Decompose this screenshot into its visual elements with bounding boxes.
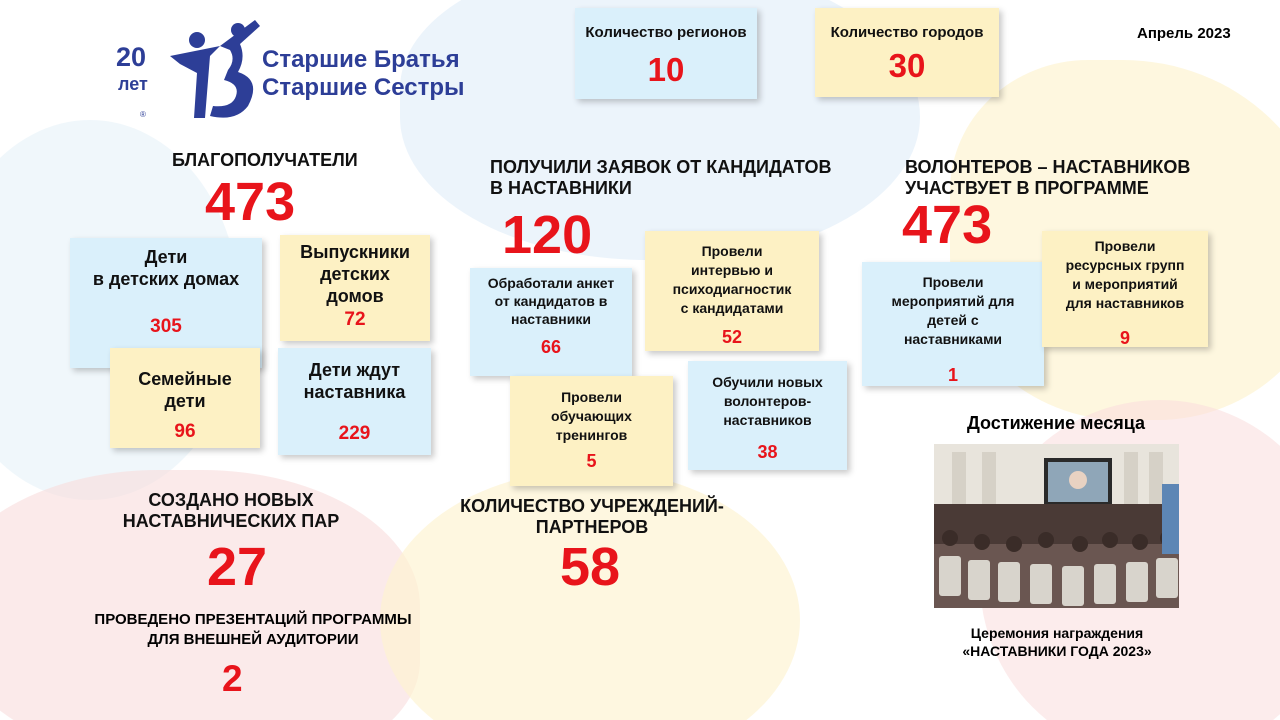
graduates-label: Выпускники детских домов bbox=[300, 242, 410, 306]
presentations-heading bbox=[80, 610, 426, 650]
family-children-label: Семейные дети bbox=[138, 369, 232, 411]
beneficiaries-heading: БЛАГОПОЛУЧАТЕЛИ bbox=[172, 150, 358, 170]
interviews-label: Провели интервью и психодиагностик с кандидатами bbox=[672, 243, 792, 316]
regions-card bbox=[575, 8, 757, 99]
beneficiaries-total: 473 bbox=[205, 172, 296, 232]
waiting-children-card bbox=[278, 348, 431, 455]
orphanage-children-label: Дети в детских домах bbox=[92, 247, 240, 289]
achievement-caption bbox=[935, 624, 1179, 660]
interviews-card bbox=[645, 231, 819, 351]
achievement-photo bbox=[934, 444, 1179, 608]
events-children-card bbox=[862, 262, 1044, 386]
cities-label: Количество городов bbox=[830, 24, 984, 41]
interviews-value: 52 bbox=[721, 327, 743, 347]
logo-years-word: лет bbox=[118, 74, 148, 94]
pairs-heading-line1: СОЗДАНО НОВЫХ bbox=[148, 490, 314, 510]
logo-registered-mark: ® bbox=[140, 110, 146, 119]
logo-figures-icon bbox=[150, 18, 265, 123]
waiting-children-value: 229 bbox=[338, 423, 371, 444]
presentations-value: 2 bbox=[222, 658, 243, 699]
regions-label: Количество регионов bbox=[585, 24, 747, 41]
graduates-value: 72 bbox=[344, 309, 366, 330]
events-children-value: 1 bbox=[947, 365, 958, 385]
partners-heading bbox=[454, 496, 730, 538]
processed-applications-value: 66 bbox=[540, 337, 562, 357]
volunteers-total: 473 bbox=[902, 195, 993, 255]
trainings-value: 5 bbox=[586, 451, 597, 471]
presentations-heading-line1: ПРОВЕДЕНО ПРЕЗЕНТАЦИЙ ПРОГРАММЫ bbox=[94, 611, 412, 628]
report-date: Апрель 2023 bbox=[1137, 25, 1231, 42]
pairs-heading bbox=[116, 490, 346, 532]
resource-groups-label: Провели ресурсных групп и мероприятий для наставников bbox=[1065, 238, 1185, 311]
volunteers-heading bbox=[905, 157, 1190, 199]
achievement-caption-line1: Церемония награждения bbox=[970, 625, 1144, 641]
volunteers-heading-line1: ВОЛОНТЕРОВ – НАСТАВНИКОВ bbox=[905, 157, 1191, 177]
family-children-value: 96 bbox=[174, 421, 196, 442]
orphanage-children-value: 305 bbox=[150, 316, 182, 337]
achievement-title: Достижение месяца bbox=[966, 413, 1146, 433]
trained-volunteers-label: Обучили новых волонтеров- наставников bbox=[712, 374, 823, 428]
waiting-children-label: Дети ждут наставника bbox=[303, 360, 406, 402]
partners-heading-line2: ПАРТНЕРОВ bbox=[535, 517, 649, 537]
logo-name-line2: Старшие Сестры bbox=[262, 74, 465, 101]
family-children-card bbox=[110, 348, 260, 448]
pairs-heading-line2: НАСТАВНИЧЕСКИХ ПАР bbox=[122, 511, 340, 531]
processed-applications-label: Обработали анкет от кандидатов в наставники bbox=[487, 275, 615, 327]
graduates-card bbox=[280, 235, 430, 341]
resource-groups-value: 9 bbox=[1119, 328, 1130, 348]
applications-heading-line2: В НАСТАВНИКИ bbox=[490, 178, 632, 198]
resource-groups-card bbox=[1042, 231, 1208, 347]
logo bbox=[110, 18, 490, 123]
trained-volunteers-value: 38 bbox=[757, 442, 778, 462]
trainings-label: Провели обучающих тренингов bbox=[551, 389, 632, 443]
events-children-label: Провели мероприятий для детей с наставниками bbox=[891, 274, 1015, 347]
regions-value: 10 bbox=[647, 51, 685, 88]
cities-card bbox=[815, 8, 999, 97]
trained-volunteers-card bbox=[688, 361, 847, 470]
applications-heading bbox=[490, 157, 831, 199]
pairs-value: 27 bbox=[207, 537, 268, 597]
trainings-card bbox=[510, 376, 673, 486]
partners-value: 58 bbox=[560, 537, 621, 597]
achievement-caption-line2: «НАСТАВНИКИ ГОДА 2023» bbox=[962, 643, 1152, 659]
presentations-heading-line2: ДЛЯ ВНЕШНЕЙ АУДИТОРИИ bbox=[147, 631, 359, 648]
cities-value: 30 bbox=[888, 47, 926, 84]
applications-total: 120 bbox=[502, 205, 593, 265]
partners-heading-line1: КОЛИЧЕСТВО УЧРЕЖДЕНИЙ- bbox=[460, 496, 724, 516]
volunteers-heading-line2: УЧАСТВУЕТ В ПРОГРАММЕ bbox=[905, 178, 1149, 198]
applications-heading-line1: ПОЛУЧИЛИ ЗАЯВОК ОТ КАНДИДАТОВ bbox=[490, 157, 832, 177]
processed-applications-card bbox=[470, 268, 632, 376]
logo-name-line1: Старшие Братья bbox=[262, 46, 460, 73]
logo-years: 20 bbox=[116, 42, 147, 72]
